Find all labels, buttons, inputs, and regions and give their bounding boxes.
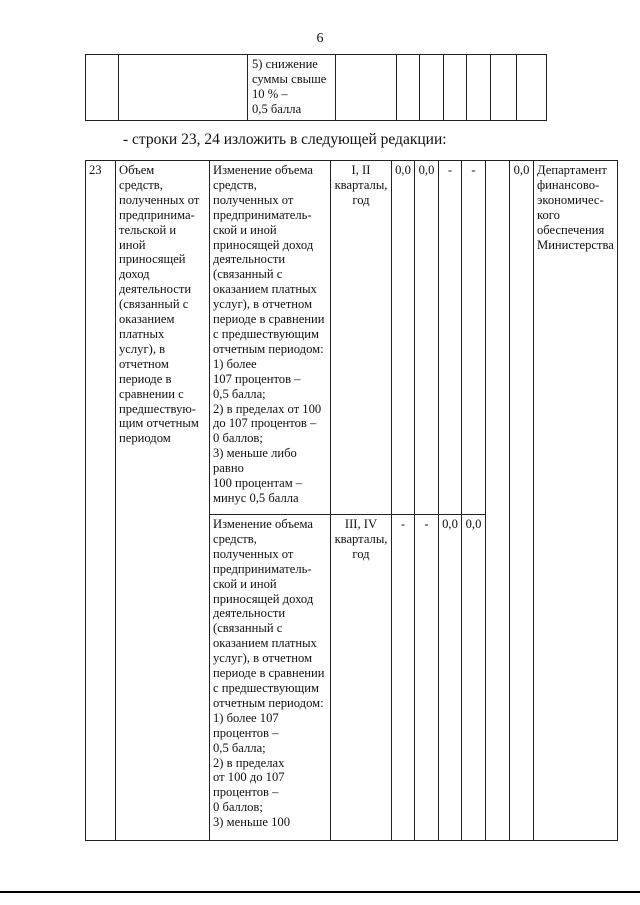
top-cell-empty bbox=[491, 55, 517, 121]
value-cell: 0,0 bbox=[415, 161, 439, 515]
top-cell-empty bbox=[397, 55, 420, 121]
page-number: 6 bbox=[316, 31, 324, 46]
value-cell: 0,0 bbox=[392, 161, 415, 515]
top-criteria-cell: 5) снижение суммы свыше 10 % – 0,5 балла bbox=[248, 55, 336, 121]
top-cell-empty bbox=[444, 55, 467, 121]
top-cell-empty bbox=[517, 55, 547, 121]
period-cell: III, IV кварталы, год bbox=[331, 515, 392, 841]
top-cell-empty bbox=[336, 55, 397, 121]
top-cell-empty bbox=[420, 55, 444, 121]
main-table bbox=[85, 160, 618, 841]
criteria-cell: Изменение объема средств, полученных от предприниматель- ской и иной приносящей доход деятельности (связанный с оказанием платных услуг), в отчетном периоде в сравнении с предшествующим отчетным периодом: 1) более 107 процентов – 0,5 балла; 2) в пределах от 100 до 107 процентов – 0 баллов; 3) меньше 100 bbox=[210, 515, 331, 841]
indicator-cell: Объем средств, полученных от предпринима- тельской и иной приносящей доход деятельности (связанный с оказанием платных услуг), в отчетном периоде в сравнении с предшествую- щим отчетным периодом bbox=[116, 161, 210, 841]
value-cell: - bbox=[392, 515, 415, 841]
period-cell: I, II кварталы, год bbox=[331, 161, 392, 515]
row-number-cell: 23 bbox=[86, 161, 116, 841]
value-cell: - bbox=[462, 161, 486, 515]
top-cell-empty bbox=[467, 55, 491, 121]
criteria-cell: Изменение объема средств, полученных от предприниматель- ской и иной приносящей доход деятельности (связанный с оказанием платных услуг), в отчетном периоде в сравнении с предшествующим отчетным периодом: 1) более 107 процентов – 0,5 балла; 2) в пределах от 100 до 107 процентов – 0 баллов; 3) меньше либо равно 100 процентам – минус 0,5 балла bbox=[210, 161, 331, 515]
intro-text: - строки 23, 24 изложить в следующей редакции: bbox=[123, 131, 447, 148]
top-cell-empty bbox=[86, 55, 119, 121]
top-cell-empty bbox=[119, 55, 248, 121]
value-cell-empty bbox=[486, 161, 510, 841]
top-table-fragment bbox=[85, 54, 547, 121]
value-cell: 0,0 bbox=[462, 515, 486, 841]
value-cell: 0,0 bbox=[439, 515, 462, 841]
value-cell: - bbox=[415, 515, 439, 841]
value-cell: 0,0 bbox=[510, 161, 534, 841]
value-cell: - bbox=[439, 161, 462, 515]
page-bottom-rule bbox=[0, 891, 640, 893]
responsible-cell: Департамент финансово- экономичес- кого обеспечения Министерства bbox=[534, 161, 618, 841]
